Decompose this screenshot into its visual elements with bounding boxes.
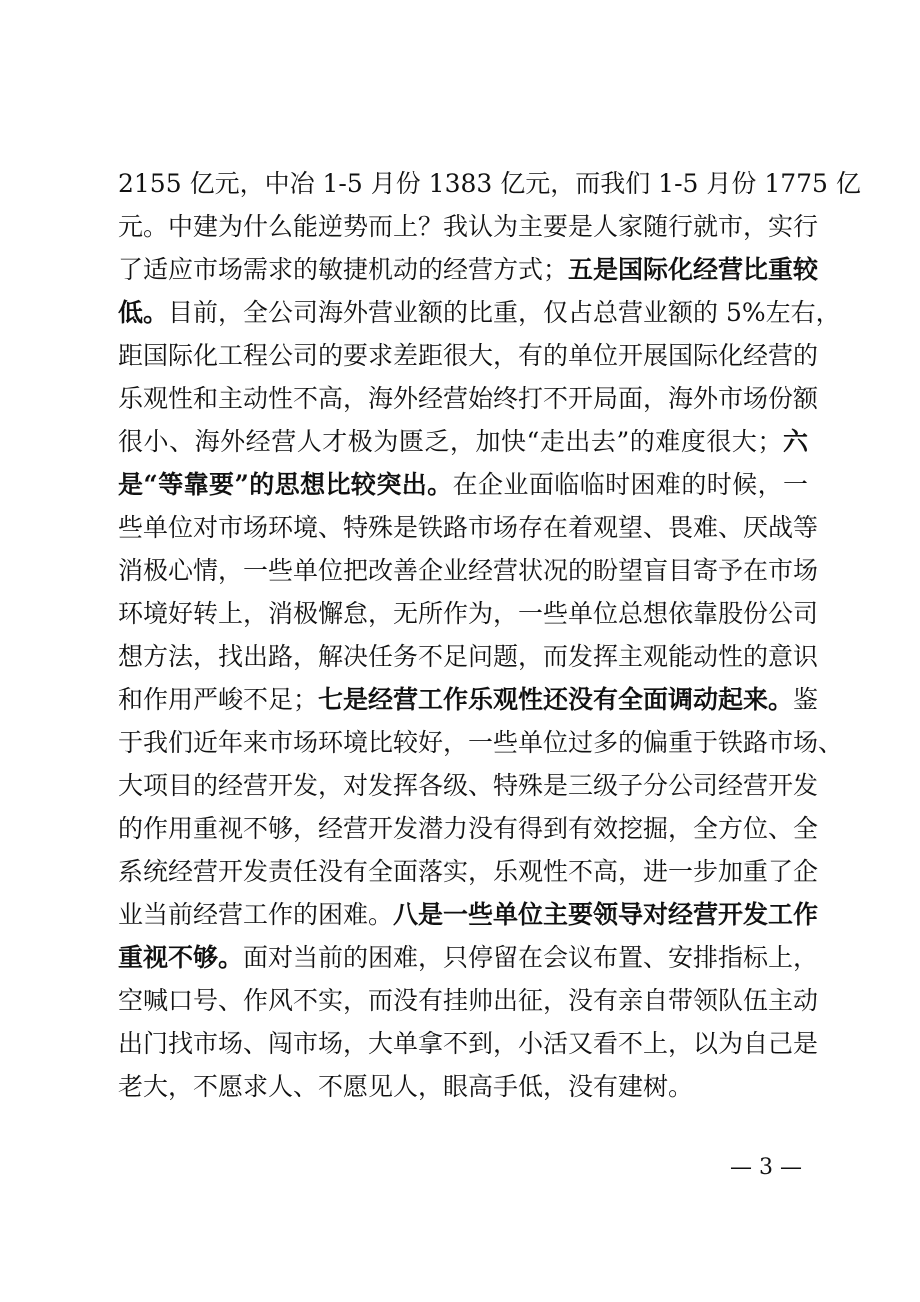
text-line — [118, 164, 861, 204]
text-span: 2155 亿元，中冶 1-5 月份 1383 亿元，而我们 1-5 月份 1775 亿 — [118, 169, 861, 198]
text-line — [118, 293, 841, 333]
bold-heading-span: 八是一些单位主要领导对经营开发工作 — [393, 900, 819, 929]
text-span: 了适应市场需求的敏捷机动的经营方式； — [118, 255, 569, 284]
text-line — [118, 852, 819, 892]
text-line — [118, 680, 819, 720]
text-span: 老大，不愿求人、不愿见人，眼高手低，没有建树。 — [118, 1072, 694, 1101]
text-span: 距国际化工程公司的要求差距很大，有的单位开展国际化经营的 — [118, 341, 819, 370]
text-span: 大项目的经营开发，对发挥各级、特殊是三级子分公司经营开发 — [118, 771, 819, 800]
text-line — [118, 1024, 819, 1064]
text-span: 目前，全公司海外营业额的比重，仅占总营业额的 5%左右， — [168, 298, 841, 327]
text-line — [118, 723, 844, 763]
text-line — [118, 551, 819, 591]
text-span: 空喊口号、作风不实，而没有挂帅出征，没有亲自带领队伍主动 — [118, 986, 819, 1015]
text-span: 业当前经营工作的困难。 — [118, 900, 394, 929]
text-span: 的作用重视不够，经营开发潜力没有得到有效挖掘，全方位、全 — [118, 814, 819, 843]
text-line — [118, 250, 819, 290]
text-line — [118, 379, 819, 419]
text-span: 和作用严峻不足； — [118, 685, 319, 714]
text-line — [118, 508, 819, 548]
text-span: 于我们近年来市场环境比较好，一些单位过多的偏重于铁路市场、 — [118, 728, 844, 757]
bold-heading-span: 是“等靠要”的思想比较突出。 — [118, 470, 453, 499]
text-line — [118, 422, 808, 462]
text-line — [118, 895, 819, 935]
bold-heading-span: 重视不够。 — [118, 943, 244, 972]
text-span: 出门找市场、闯市场，大单拿不到，小活又看不上，以为自己是 — [118, 1029, 819, 1058]
text-span: 在企业面临临时困难的时候，一 — [452, 470, 808, 499]
page-number: — 3 — — [730, 1155, 802, 1180]
text-line — [118, 336, 819, 376]
text-span: 系统经营开发责任没有全面落实，乐观性不高，进一步加重了企 — [118, 857, 819, 886]
text-line — [118, 766, 819, 806]
bold-heading-span: 低。 — [118, 298, 169, 327]
text-line — [118, 981, 819, 1021]
text-span: 面对当前的困难，只停留在会议布置、安排指标上， — [243, 943, 819, 972]
text-line — [118, 809, 819, 849]
text-span: 元。中建为什么能逆势而上？我认为主要是人家随行就市，实行 — [118, 212, 819, 241]
text-line — [118, 637, 819, 677]
text-span: 鉴 — [793, 685, 819, 714]
text-span: 些单位对市场环境、特殊是铁路市场存在着观望、畏难、厌战等 — [118, 513, 819, 542]
text-line — [118, 938, 819, 978]
text-line — [118, 594, 819, 634]
text-span: 环境好转上，消极懈怠，无所作为，一些单位总想依靠股份公司 — [118, 599, 819, 628]
text-span: 很小、海外经营人才极为匮乏，加快“走出去”的难度很大； — [118, 427, 783, 456]
text-span: 乐观性和主动性不高，海外经营始终打不开局面，海外市场份额 — [118, 384, 819, 413]
bold-heading-span: 五是国际化经营比重较 — [568, 255, 819, 284]
text-line — [118, 465, 808, 505]
text-line-last — [118, 1067, 808, 1107]
text-span: 想方法，找出路，解决任务不足问题，而发挥主观能动性的意识 — [118, 642, 819, 671]
text-line — [118, 207, 819, 247]
bold-heading-span: 七是经营工作乐观性还没有全面调动起来。 — [318, 685, 794, 714]
bold-heading-span: 六 — [782, 427, 808, 456]
text-span: 消极心情，一些单位把改善企业经营状况的盼望盲目寄予在市场 — [118, 556, 819, 585]
